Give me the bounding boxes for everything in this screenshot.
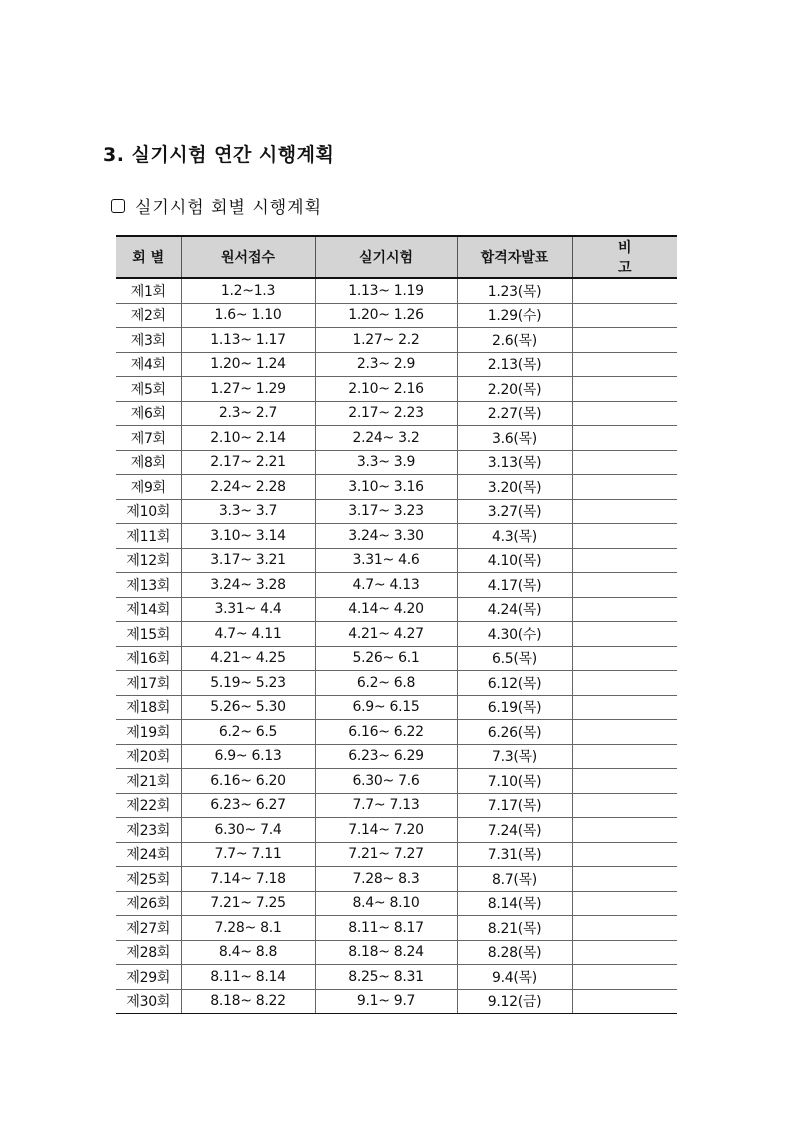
section-title: 3. 실기시험 연간 시행계획 <box>103 144 335 166</box>
cell-application: 6.16~ 6.20 <box>181 769 315 794</box>
cell-result: 2.6(목) <box>457 328 572 353</box>
table-row <box>116 793 677 818</box>
cell-exam: 1.13~ 1.19 <box>315 278 457 303</box>
table-row <box>116 278 677 303</box>
table-row <box>116 352 677 377</box>
cell-application: 1.20~ 1.24 <box>181 352 315 377</box>
cell-application: 8.4~ 8.8 <box>181 940 315 965</box>
cell-application: 2.3~ 2.7 <box>181 401 315 426</box>
cell-application: 4.7~ 4.11 <box>181 622 315 647</box>
cell-application: 6.23~ 6.27 <box>181 793 315 818</box>
cell-application: 5.19~ 5.23 <box>181 671 315 696</box>
cell-application: 4.21~ 4.25 <box>181 646 315 671</box>
cell-round: 제23회 <box>116 818 181 843</box>
cell-round: 제2회 <box>116 303 181 328</box>
cell-result: 7.3(목) <box>457 744 572 769</box>
cell-application: 2.17~ 2.21 <box>181 450 315 475</box>
table-row <box>116 597 677 622</box>
cell-exam: 6.2~ 6.8 <box>315 671 457 696</box>
cell-exam: 8.25~ 8.31 <box>315 965 457 990</box>
cell-application: 8.18~ 8.22 <box>181 989 315 1014</box>
cell-exam: 7.7~ 7.13 <box>315 793 457 818</box>
table-row <box>116 303 677 328</box>
cell-exam: 6.16~ 6.22 <box>315 720 457 745</box>
cell-round: 제9회 <box>116 475 181 500</box>
cell-result: 1.29(수) <box>457 303 572 328</box>
cell-exam: 9.1~ 9.7 <box>315 989 457 1014</box>
cell-exam: 8.18~ 8.24 <box>315 940 457 965</box>
header-note: 비 고 <box>572 236 677 278</box>
cell-exam: 1.27~ 2.2 <box>315 328 457 353</box>
cell-round: 제13회 <box>116 573 181 598</box>
cell-exam: 6.23~ 6.29 <box>315 744 457 769</box>
cell-note <box>572 303 677 328</box>
cell-note <box>572 842 677 867</box>
cell-result: 2.13(목) <box>457 352 572 377</box>
cell-application: 7.28~ 8.1 <box>181 916 315 941</box>
cell-round: 제17회 <box>116 671 181 696</box>
cell-note <box>572 989 677 1014</box>
cell-result: 3.27(목) <box>457 499 572 524</box>
cell-exam: 4.7~ 4.13 <box>315 573 457 598</box>
cell-application: 6.30~ 7.4 <box>181 818 315 843</box>
cell-application: 3.10~ 3.14 <box>181 524 315 549</box>
cell-note <box>572 622 677 647</box>
cell-note <box>572 450 677 475</box>
cell-application: 3.17~ 3.21 <box>181 548 315 573</box>
cell-round: 제26회 <box>116 891 181 916</box>
cell-round: 제12회 <box>116 548 181 573</box>
table-row <box>116 842 677 867</box>
cell-note <box>572 695 677 720</box>
table-row <box>116 475 677 500</box>
cell-exam: 6.9~ 6.15 <box>315 695 457 720</box>
table-row <box>116 989 677 1014</box>
schedule-table <box>116 235 677 1014</box>
table-row <box>116 867 677 892</box>
subtitle-text: 실기시험 회별 시행계획 <box>135 198 323 218</box>
cell-exam: 8.4~ 8.10 <box>315 891 457 916</box>
cell-application: 7.7~ 7.11 <box>181 842 315 867</box>
cell-exam: 1.20~ 1.26 <box>315 303 457 328</box>
cell-result: 1.23(목) <box>457 278 572 303</box>
cell-exam: 4.21~ 4.27 <box>315 622 457 647</box>
cell-round: 제27회 <box>116 916 181 941</box>
cell-note <box>572 965 677 990</box>
cell-application: 1.2~1.3 <box>181 278 315 303</box>
table-row <box>116 769 677 794</box>
cell-round: 제3회 <box>116 328 181 353</box>
cell-exam: 6.30~ 7.6 <box>315 769 457 794</box>
cell-exam: 5.26~ 6.1 <box>315 646 457 671</box>
cell-note <box>572 401 677 426</box>
table-row <box>116 499 677 524</box>
table-row <box>116 671 677 696</box>
cell-result: 7.24(목) <box>457 818 572 843</box>
header-application: 원서접수 <box>181 236 315 278</box>
cell-exam: 2.10~ 2.16 <box>315 377 457 402</box>
cell-round: 제18회 <box>116 695 181 720</box>
cell-round: 제29회 <box>116 965 181 990</box>
header-result: 합격자발표 <box>457 236 572 278</box>
cell-note <box>572 744 677 769</box>
cell-result: 6.12(목) <box>457 671 572 696</box>
cell-exam: 3.24~ 3.30 <box>315 524 457 549</box>
cell-application: 3.24~ 3.28 <box>181 573 315 598</box>
cell-exam: 4.14~ 4.20 <box>315 597 457 622</box>
cell-round: 제5회 <box>116 377 181 402</box>
cell-exam: 7.21~ 7.27 <box>315 842 457 867</box>
table-row <box>116 646 677 671</box>
table-row <box>116 965 677 990</box>
cell-result: 6.26(목) <box>457 720 572 745</box>
cell-round: 제30회 <box>116 989 181 1014</box>
cell-result: 4.10(목) <box>457 548 572 573</box>
cell-exam: 3.10~ 3.16 <box>315 475 457 500</box>
cell-note <box>572 499 677 524</box>
table-row <box>116 744 677 769</box>
cell-result: 4.30(수) <box>457 622 572 647</box>
cell-note <box>572 278 677 303</box>
cell-round: 제25회 <box>116 867 181 892</box>
cell-round: 제24회 <box>116 842 181 867</box>
cell-note <box>572 475 677 500</box>
cell-note <box>572 573 677 598</box>
cell-application: 3.31~ 4.4 <box>181 597 315 622</box>
cell-round: 제4회 <box>116 352 181 377</box>
cell-note <box>572 769 677 794</box>
cell-application: 1.13~ 1.17 <box>181 328 315 353</box>
cell-result: 9.4(목) <box>457 965 572 990</box>
header-round: 회 별 <box>116 236 181 278</box>
cell-round: 제11회 <box>116 524 181 549</box>
table-row <box>116 695 677 720</box>
cell-application: 6.2~ 6.5 <box>181 720 315 745</box>
cell-application: 2.24~ 2.28 <box>181 475 315 500</box>
cell-note <box>572 328 677 353</box>
table-row <box>116 573 677 598</box>
cell-application: 3.3~ 3.7 <box>181 499 315 524</box>
table-row <box>116 818 677 843</box>
cell-note <box>572 597 677 622</box>
cell-note <box>572 352 677 377</box>
table-row <box>116 524 677 549</box>
cell-application: 1.6~ 1.10 <box>181 303 315 328</box>
cell-round: 제15회 <box>116 622 181 647</box>
cell-result: 3.20(목) <box>457 475 572 500</box>
header-exam: 실기시험 <box>315 236 457 278</box>
cell-exam: 3.31~ 4.6 <box>315 548 457 573</box>
cell-result: 6.5(목) <box>457 646 572 671</box>
cell-note <box>572 818 677 843</box>
cell-exam: 3.3~ 3.9 <box>315 450 457 475</box>
cell-result: 7.10(목) <box>457 769 572 794</box>
cell-exam: 2.24~ 3.2 <box>315 426 457 451</box>
cell-result: 8.7(목) <box>457 867 572 892</box>
cell-application: 1.27~ 1.29 <box>181 377 315 402</box>
cell-result: 7.31(목) <box>457 842 572 867</box>
cell-application: 7.14~ 7.18 <box>181 867 315 892</box>
cell-exam: 7.14~ 7.20 <box>315 818 457 843</box>
cell-round: 제10회 <box>116 499 181 524</box>
cell-note <box>572 524 677 549</box>
table-row <box>116 940 677 965</box>
cell-note <box>572 548 677 573</box>
cell-exam: 2.17~ 2.23 <box>315 401 457 426</box>
cell-application: 5.26~ 5.30 <box>181 695 315 720</box>
cell-exam: 7.28~ 8.3 <box>315 867 457 892</box>
cell-result: 6.19(목) <box>457 695 572 720</box>
table-row <box>116 328 677 353</box>
table-row <box>116 548 677 573</box>
cell-round: 제14회 <box>116 597 181 622</box>
cell-application: 2.10~ 2.14 <box>181 426 315 451</box>
table-row <box>116 377 677 402</box>
cell-note <box>572 377 677 402</box>
table-row <box>116 916 677 941</box>
cell-result: 3.13(목) <box>457 450 572 475</box>
table-header-row <box>116 236 677 278</box>
cell-round: 제7회 <box>116 426 181 451</box>
cell-result: 4.3(목) <box>457 524 572 549</box>
cell-round: 제16회 <box>116 646 181 671</box>
cell-result: 8.21(목) <box>457 916 572 941</box>
cell-result: 2.27(목) <box>457 401 572 426</box>
cell-note <box>572 916 677 941</box>
table-row <box>116 720 677 745</box>
empty-square-icon <box>111 199 125 213</box>
cell-note <box>572 793 677 818</box>
cell-note <box>572 426 677 451</box>
cell-result: 9.12(금) <box>457 989 572 1014</box>
cell-application: 6.9~ 6.13 <box>181 744 315 769</box>
cell-result: 2.20(목) <box>457 377 572 402</box>
cell-round: 제20회 <box>116 744 181 769</box>
cell-result: 4.17(목) <box>457 573 572 598</box>
table-row <box>116 401 677 426</box>
cell-result: 8.14(목) <box>457 891 572 916</box>
cell-application: 7.21~ 7.25 <box>181 891 315 916</box>
cell-exam: 2.3~ 2.9 <box>315 352 457 377</box>
cell-round: 제22회 <box>116 793 181 818</box>
cell-result: 3.6(목) <box>457 426 572 451</box>
table-row <box>116 891 677 916</box>
cell-note <box>572 891 677 916</box>
cell-round: 제28회 <box>116 940 181 965</box>
cell-note <box>572 671 677 696</box>
cell-round: 제6회 <box>116 401 181 426</box>
cell-application: 8.11~ 8.14 <box>181 965 315 990</box>
subtitle <box>111 193 322 218</box>
cell-round: 제21회 <box>116 769 181 794</box>
cell-note <box>572 720 677 745</box>
cell-round: 제1회 <box>116 278 181 303</box>
cell-note <box>572 867 677 892</box>
cell-result: 8.28(목) <box>457 940 572 965</box>
table-row <box>116 426 677 451</box>
cell-exam: 3.17~ 3.23 <box>315 499 457 524</box>
cell-round: 제8회 <box>116 450 181 475</box>
table-row <box>116 450 677 475</box>
cell-result: 4.24(목) <box>457 597 572 622</box>
cell-note <box>572 646 677 671</box>
cell-note <box>572 940 677 965</box>
cell-exam: 8.11~ 8.17 <box>315 916 457 941</box>
table-row <box>116 622 677 647</box>
cell-result: 7.17(목) <box>457 793 572 818</box>
cell-round: 제19회 <box>116 720 181 745</box>
